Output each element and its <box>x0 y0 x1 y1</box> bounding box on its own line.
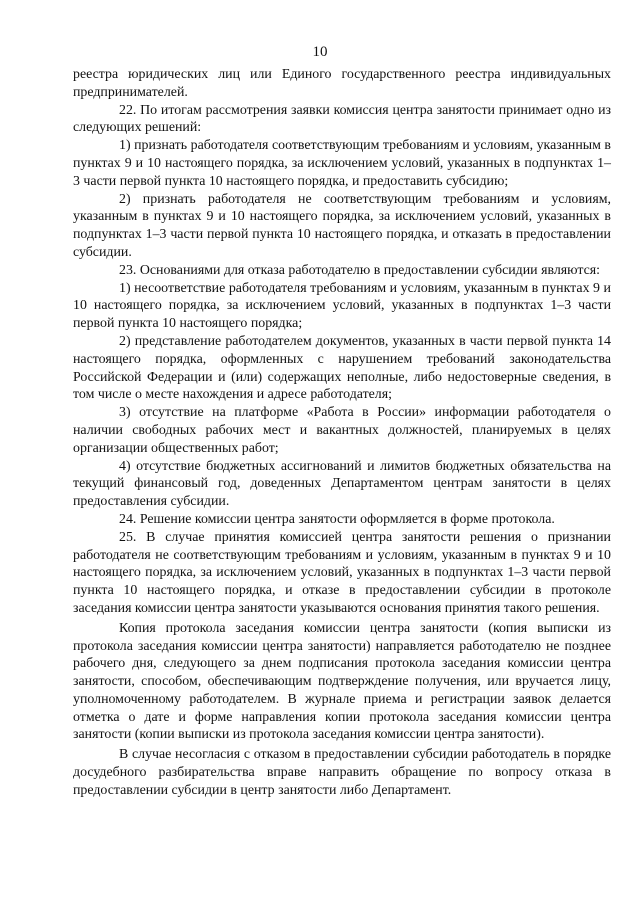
paragraph: 1) признать работодателя соответствующим требованиям и условиям, указанным в пунктах 9 и 10 настоящего порядка, за исключением условий, указанных в подпунктах 1–3 части первой пункта 10 настоящего порядка, и предоставить субсидию; <box>73 138 611 189</box>
paragraph: В случае несогласия с отказом в предоставлении субсидии работодатель в порядке досудебного разбирательства вправе направить обращение по вопросу отказа в предоставлении субсидии в центр занятости либо Департамент. <box>73 747 611 798</box>
paragraph: 3) отсутствие на платформе «Работа в России» информации работодателя о наличии свободных рабочих мест и вакантных должностей, планируемых в целях организации общественных работ; <box>73 405 611 456</box>
paragraph: реестра юридических лиц или Единого государственного реестра индивидуальных предпринимателей. <box>73 67 611 100</box>
page-number: 10 <box>312 44 328 60</box>
paragraph: 4) отсутствие бюджетных ассигнований и лимитов бюджетных обязательства на текущий финансовый год, доведенных Департаментом центрам занятости в целях предоставления субсидии. <box>73 458 611 510</box>
document-body <box>73 66 611 800</box>
paragraph: 2) представление работодателем документов, указанных в части первой пункта 14 настоящего порядка, оформленных с нарушением требований законодательства Российской Федерации и (или) содержащих неполные, либо недостоверные сведения, в том числе о месте нахождения и адресе работодателя; <box>73 333 611 403</box>
paragraph: 2) признать работодателя не соответствующим требованиям и условиям, указанным в пунктах 9 и 10 настоящего порядка, за исключением условий, указанных в подпунктах 1–3 части первой пункта 10 настоящего порядка, и отказать в предоставлении субсидии. <box>73 191 611 260</box>
paragraph: 23. Основаниями для отказа работодателю в предоставлении субсидии являются: <box>119 262 601 278</box>
paragraph: 25. В случае принятия комиссией центра занятости решения о признании работодателя не соответствующим требованиям и условиям, указанным в пунктах 9 и 10 настоящего порядка, за исключением условий, указанных в подпунктах 1–3 части первой пункта 10 настоящего порядка, и отказе в предоставлении субсидии в протоколе заседания комиссии центра занятости указываются основания принятия такого решения. <box>73 529 611 616</box>
paragraph: 24. Решение комиссии центра занятости оформляется в форме протокола. <box>119 511 555 527</box>
paragraph: 22. По итогам рассмотрения заявки комиссия центра занятости принимает одно из следующих решений: <box>73 102 611 136</box>
paragraph: 1) несоответствие работодателя требованиям и условиям, указанным в пунктах 9 и 10 настоящего порядка, за исключением условий, указанных в подпунктах 1–3 части первой пункта 10 настоящего порядка; <box>73 280 611 332</box>
paragraph: Копия протокола заседания комиссии центра занятости (копия выписки из протокола заседания комиссии центра занятости) направляется работодателю не позднее рабочего дня, следующего за днем подписания протокола заседания комиссии центра занятости, способом, обеспечивающим подтверждение получения, или вручается лицу, уполномоченному работодателем. В журнале приема и регистрации заявок делается отметка о дате и форме направления копии протокола заседания комиссии центра занятости (копии выписки из протокола заседания комиссии центра занятости). <box>73 620 611 743</box>
